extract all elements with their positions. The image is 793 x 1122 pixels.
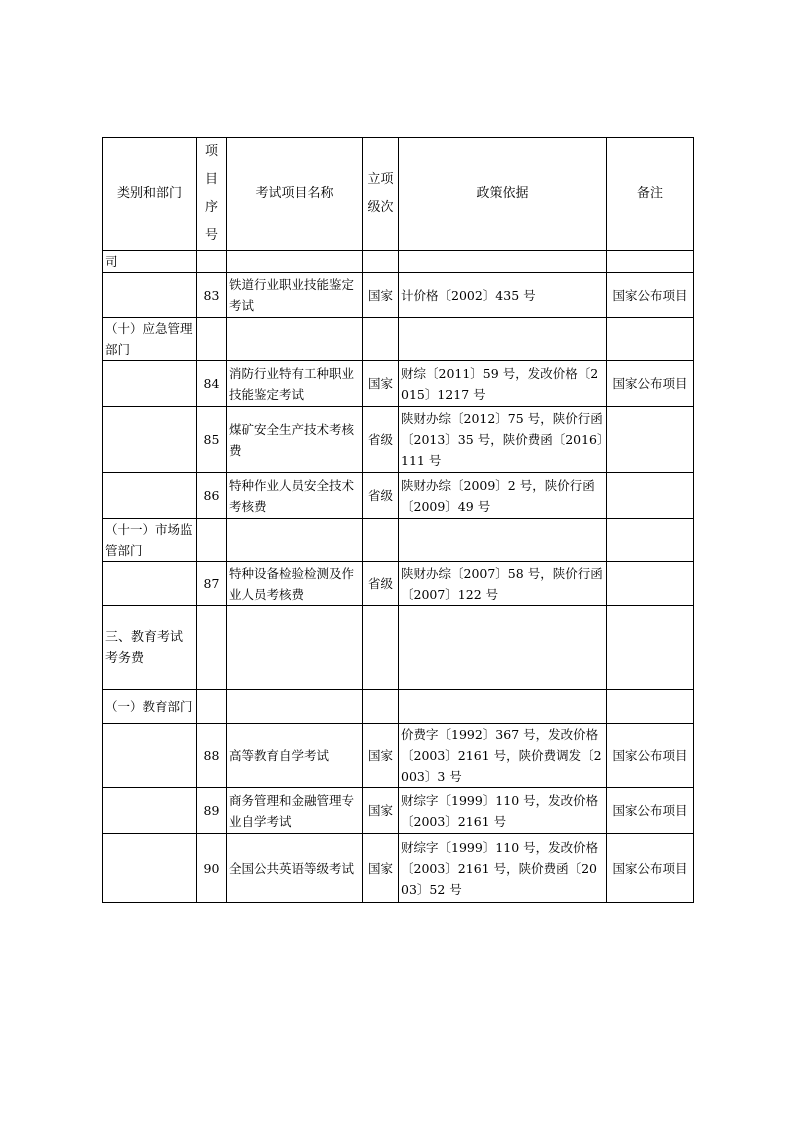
category-cell: （十一）市场监管部门 bbox=[103, 519, 197, 562]
table-row bbox=[103, 562, 694, 606]
basis-cell: 财综字〔1999〕110 号，发改价格〔2003〕2161 号 bbox=[399, 788, 607, 834]
header-basis: 政策依据 bbox=[399, 138, 607, 251]
name-cell: 全国公共英语等级考试 bbox=[227, 834, 363, 903]
level-cell: 国家 bbox=[363, 724, 399, 788]
seq-cell: 88 bbox=[197, 724, 227, 788]
table-row bbox=[103, 834, 694, 903]
name-cell: 特种作业人员安全技术考核费 bbox=[227, 473, 363, 519]
seq-cell: 87 bbox=[197, 562, 227, 606]
seq-cell: 86 bbox=[197, 473, 227, 519]
basis-cell: 陕财办综〔2012〕75 号，陕价行函〔2013〕35 号，陕价费函〔2016〕111 号 bbox=[399, 407, 607, 473]
name-cell: 煤矿安全生产技术考核费 bbox=[227, 407, 363, 473]
level-cell: 国家 bbox=[363, 361, 399, 407]
basis-cell: 财综字〔1999〕110 号，发改价格〔2003〕2161 号，陕价费函〔2003〕52 号 bbox=[399, 834, 607, 903]
basis-cell: 陕财办综〔2009〕2 号，陕价行函〔2009〕49 号 bbox=[399, 473, 607, 519]
seq-cell: 85 bbox=[197, 407, 227, 473]
section-heading: 三、教育考试考务费 bbox=[103, 606, 197, 690]
level-cell: 国家 bbox=[363, 273, 399, 318]
seq-cell: 89 bbox=[197, 788, 227, 834]
table-row bbox=[103, 407, 694, 473]
table-row bbox=[103, 606, 694, 690]
header-seq-line1: 项目 bbox=[204, 144, 218, 187]
basis-cell: 陕财办综〔2007〕58 号，陕价行函〔2007〕122 号 bbox=[399, 562, 607, 606]
header-level bbox=[363, 138, 399, 251]
remark-cell: 国家公布项目 bbox=[607, 273, 694, 318]
level-cell: 省级 bbox=[363, 473, 399, 519]
level-cell: 省级 bbox=[363, 562, 399, 606]
remark-cell: 国家公布项目 bbox=[607, 834, 694, 903]
name-cell: 铁道行业职业技能鉴定考试 bbox=[227, 273, 363, 318]
table-row bbox=[103, 473, 694, 519]
table-row bbox=[103, 788, 694, 834]
remark-cell: 国家公布项目 bbox=[607, 361, 694, 407]
level-cell: 国家 bbox=[363, 834, 399, 903]
basis-cell: 财综〔2011〕59 号，发改价格〔2015〕1217 号 bbox=[399, 361, 607, 407]
seq-cell: 90 bbox=[197, 834, 227, 903]
name-cell: 特种设备检验检测及作业人员考核费 bbox=[227, 562, 363, 606]
header-level-line1: 立项 bbox=[367, 172, 394, 187]
header-level-line2: 级次 bbox=[367, 200, 394, 215]
basis-cell: 计价格〔2002〕435 号 bbox=[399, 273, 607, 318]
name-cell: 消防行业特有工种职业技能鉴定考试 bbox=[227, 361, 363, 407]
remark-cell bbox=[607, 562, 694, 606]
table-row bbox=[103, 690, 694, 724]
header-seq-line2: 序号 bbox=[204, 200, 218, 243]
name-cell: 高等教育自学考试 bbox=[227, 724, 363, 788]
level-cell: 省级 bbox=[363, 407, 399, 473]
name-cell: 商务管理和金融管理专业自学考试 bbox=[227, 788, 363, 834]
table-row bbox=[103, 273, 694, 318]
table-row bbox=[103, 251, 694, 273]
remark-cell: 国家公布项目 bbox=[607, 788, 694, 834]
category-cell: （一）教育部门 bbox=[103, 690, 197, 724]
seq-cell: 83 bbox=[197, 273, 227, 318]
basis-cell: 价费字〔1992〕367 号，发改价格〔2003〕2161 号，陕价费调发〔2003〕3 号 bbox=[399, 724, 607, 788]
table-row bbox=[103, 318, 694, 361]
header-name: 考试项目名称 bbox=[227, 138, 363, 251]
level-cell: 国家 bbox=[363, 788, 399, 834]
header-remark: 备注 bbox=[607, 138, 694, 251]
header-seq bbox=[197, 138, 227, 251]
category-cell: （十）应急管理部门 bbox=[103, 318, 197, 361]
remark-cell bbox=[607, 407, 694, 473]
table-row bbox=[103, 519, 694, 562]
remark-cell: 国家公布项目 bbox=[607, 724, 694, 788]
header-row bbox=[103, 138, 694, 251]
table-row bbox=[103, 361, 694, 407]
remark-cell bbox=[607, 473, 694, 519]
header-category: 类别和部门 bbox=[103, 138, 197, 251]
seq-cell: 84 bbox=[197, 361, 227, 407]
table-row bbox=[103, 724, 694, 788]
exam-fee-table bbox=[102, 137, 694, 903]
category-cell: 司 bbox=[103, 251, 197, 273]
